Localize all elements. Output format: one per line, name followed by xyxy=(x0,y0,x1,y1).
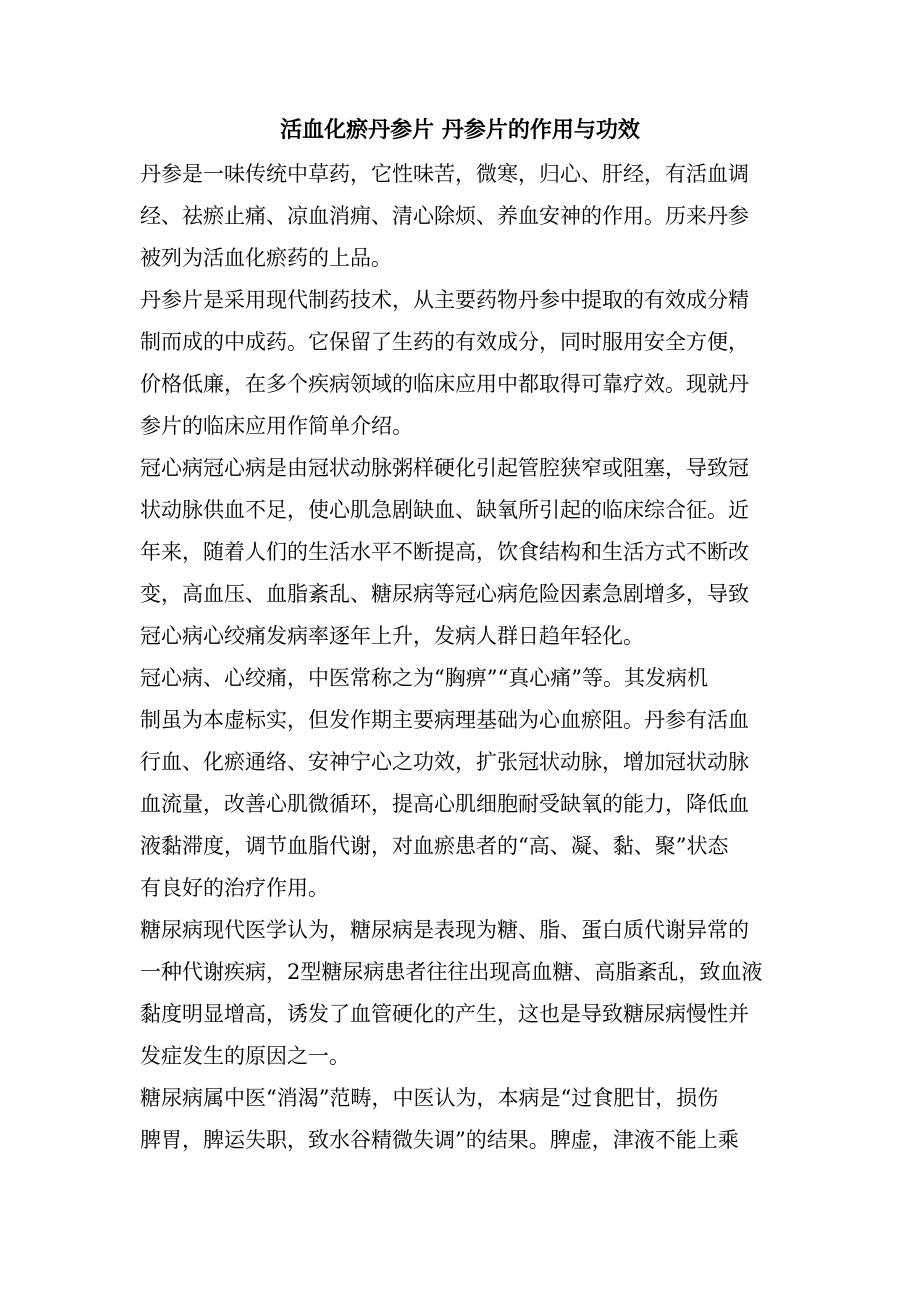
text-line: 糖尿病现代医学认为，糖尿病是表现为糖、脂、蛋白质代谢异常的 xyxy=(140,918,749,942)
text-line: 脾胃，脾运失职，致水谷精微失调”的结果。脾虚，津液不能上乘 xyxy=(140,1128,739,1152)
text-line: 丹参是一味传统中草药，它性味苦，微寒，归心、肝经，有活血调 xyxy=(140,162,749,186)
text-line: 液黏滞度，调节血脂代谢，对血瘀患者的“高、凝、黏、聚”状态 xyxy=(140,834,729,858)
text-line: 冠心病冠心病是由冠状动脉粥样硬化引起管腔狭窄或阻塞，导致冠 xyxy=(140,456,749,480)
text-line: 参片的临床应用作简单介绍。 xyxy=(140,414,413,438)
text-line: 丹参片是采用现代制药技术，从主要药物丹参中提取的有效成分精 xyxy=(140,288,749,312)
text-line: 黏度明显增高，诱发了血管硬化的产生，这也是导致糖尿病慢性并 xyxy=(140,1002,749,1026)
paragraph-6 xyxy=(140,1077,785,1161)
text-line: 行血、化瘀通络、安神宁心之功效，扩张冠状动脉，增加冠状动脉 xyxy=(140,750,749,774)
text-line: 被列为活血化瘀药的上品。 xyxy=(140,246,392,270)
text-line: 冠心病心绞痛发病率逐年上升，发病人群日趋年轻化。 xyxy=(140,624,644,648)
text-line: 发症发生的原因之一。 xyxy=(140,1044,350,1068)
document-body xyxy=(140,153,785,1161)
paragraph-2 xyxy=(140,279,785,447)
text-line: 冠心病、心绞痛，中医常称之为“胸痹”“真心痛”等。其发病机 xyxy=(140,666,708,690)
text-line: 血流量，改善心肌微循环，提高心肌细胞耐受缺氧的能力，降低血 xyxy=(140,792,749,816)
text-line: 糖尿病属中医“消渴”范畴，中医认为，本病是“过食肥甘，损伤 xyxy=(140,1086,719,1110)
document-title: 活血化瘀丹参片 丹参片的作用与功效 xyxy=(280,117,640,143)
text-line: 变，高血压、血脂紊乱、糖尿病等冠心病危险因素急剧增多，导致 xyxy=(140,582,749,606)
text-line: 价格低廉，在多个疾病领域的临床应用中都取得可靠疗效。现就丹 xyxy=(140,372,749,396)
text-line: 制虽为本虚标实，但发作期主要病理基础为心血瘀阻。丹参有活血 xyxy=(140,708,749,732)
text-line: 一种代谢疾病，2型糖尿病患者往往出现高血糖、高脂紊乱，致血液 xyxy=(140,960,763,984)
text-line: 制而成的中成药。它保留了生药的有效成分，同时服用安全方便， xyxy=(140,330,749,354)
paragraph-5 xyxy=(140,909,785,1077)
paragraph-1 xyxy=(140,153,785,279)
text-line: 年来，随着人们的生活水平不断提高，饮食结构和生活方式不断改 xyxy=(140,540,749,564)
paragraph-3 xyxy=(140,447,785,657)
text-line: 经、祛瘀止痛、凉血消痈、清心除烦、养血安神的作用。历来丹参 xyxy=(140,204,749,228)
text-line: 状动脉供血不足，使心肌急剧缺血、缺氧所引起的临床综合征。近 xyxy=(140,498,749,522)
paragraph-4 xyxy=(140,657,785,909)
text-line: 有良好的治疗作用。 xyxy=(140,876,329,900)
